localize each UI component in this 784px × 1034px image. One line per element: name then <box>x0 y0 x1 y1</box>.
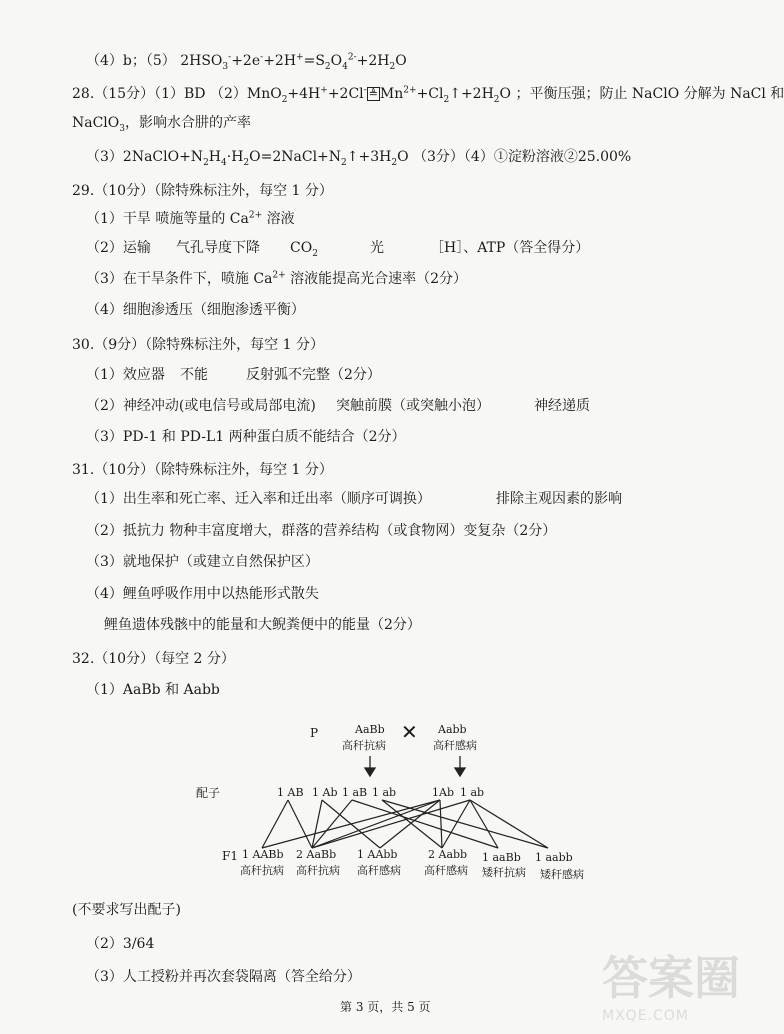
f1-phenotype-6: 矮秆感病 <box>540 868 584 881</box>
f1-genotype-5: 1 aaBb <box>482 851 521 864</box>
q29-answer-2c: $CO_2$ <box>290 240 318 259</box>
gamete-left-2: 1 Ab <box>312 786 338 799</box>
q30-answer-2a: （2）神经冲动(或电信号或局部电流) <box>86 398 316 414</box>
page-footer: 第 3 页，共 5 页 <box>340 1000 431 1014</box>
p-generation-label: P <box>310 726 319 740</box>
q31-heading: 31.（10分）（除特殊标注外，每空 1 分） <box>72 462 333 478</box>
f1-genotype-3: 1 AAbb <box>357 848 398 861</box>
q28-line-2: NaClO$_3$，影响水合肼的产率 <box>72 115 251 134</box>
q29-answer-2b: 气孔导度下降 <box>176 240 260 256</box>
q29-heading: 29.（10分）（除特殊标注外，每空 1 分） <box>72 183 333 199</box>
q29-answer-4: （4）细胞渗透压（细胞渗透平衡） <box>86 302 305 318</box>
heating-equal-sign: ≜ <box>368 87 378 100</box>
gamete-right-2: 1 ab <box>460 786 485 799</box>
watermark-main: 答案圈 <box>602 951 740 1005</box>
watermark-logo <box>602 942 740 1024</box>
q30-answer-1b: 不能 <box>180 367 208 383</box>
q31-answer-3: （3）就地保护（或建立自然保护区） <box>86 554 319 570</box>
gamete-left-4: 1 ab <box>372 786 397 799</box>
q30-answer-2c: 神经递质 <box>534 398 590 414</box>
q29-answer-1: （1）干旱 喷施等量的 $Ca^{2+}$ 溶液 <box>86 210 295 227</box>
q30-answer-3: （3）PD-1 和 PD-L1 两种蛋白质不能结合（2分） <box>86 429 406 445</box>
q31-answer-2: （2）抵抗力 物种丰富度增大，群落的营养结构（或食物网）变复杂（2分） <box>86 523 557 539</box>
f1-genotype-6: 1 aabb <box>535 851 573 864</box>
q29-answer-2e: ［H］、ATP（答全得分） <box>430 240 590 256</box>
q31-answer-1b: 排除主观因素的影响 <box>496 491 622 507</box>
q32-heading: 32.（10分）（每空 2 分） <box>72 651 235 667</box>
f1-phenotype-4: 高秆感病 <box>424 864 468 877</box>
q28-line-3: $(3)2NaClO+N_2H_4\cdot H_2O=2NaCl+N_2↑+3H_2O$ （3分）（4）①淀粉溶液②25.00% <box>86 149 632 168</box>
gamete-connection-lines <box>262 800 548 848</box>
f1-genotype-4: 2 Aabb <box>428 848 468 861</box>
f1-phenotype-5: 矮秆抗病 <box>482 866 526 879</box>
parent1-phenotype: 高秆抗病 <box>342 739 386 752</box>
parent2-phenotype: 高秆感病 <box>433 739 477 752</box>
answer-line-q27-4-5: （4）b；（5） $2HSO_3^-+2e^-+2H^+=S_2O_4^{2-}+2H_2O$ <box>86 52 407 72</box>
f1-label: F1 <box>222 849 238 863</box>
q31-answer-5: 鲤鱼遗体残骸中的能量和大鲵粪便中的能量（2分） <box>104 617 421 633</box>
q30-answer-2b: 突触前膜（或突触小泡） <box>336 398 490 414</box>
q32-answer-2: （2）3/64 <box>86 936 155 952</box>
f1-genotype-1: 1 AABb <box>242 848 284 861</box>
gamete-left-3: 1 aB <box>342 786 368 799</box>
q29-answer-3: （3）在干旱条件下，喷施 $Ca^{2+}$ 溶液能提高光合速率（2分） <box>86 270 468 287</box>
q30-answer-1a: （1）效应器 <box>86 367 165 383</box>
q32-answer-3: （3）人工授粉并再次套袋隔离（答全给分） <box>86 969 361 985</box>
gamete-label: 配子 <box>196 786 221 800</box>
q30-heading: 30.（9分）（除特殊标注外，每空 1 分） <box>72 337 324 353</box>
q28-line-1: 28.（15分）（1）BD （2）MnO$_2$+4H++2Cl- ≜ $Mn^{2+}+Cl_2↑+2H_2O$ ；平衡压强；防止 NaClO 分解为 NaCl 和 <box>72 85 784 105</box>
q31-answer-1a: （1）出生率和死亡率、迁入率和迁出率（顺序可调换） <box>86 491 431 507</box>
f1-phenotype-1: 高秆抗病 <box>240 864 284 877</box>
parent2-genotype: Aabb <box>438 723 467 736</box>
f1-genotype-2: 2 AaBb <box>296 848 337 861</box>
arrow-down-icon <box>365 756 375 776</box>
parent1-genotype: AaBb <box>355 723 385 736</box>
q32-answer-1: （1）AaBb 和 Aabb <box>86 682 220 698</box>
gamete-right-1: 1Ab <box>432 786 454 799</box>
q32-note: (不要求写出配子) <box>72 902 181 918</box>
arrow-down-icon <box>455 756 465 776</box>
gamete-left-1: 1 AB <box>277 786 304 799</box>
q29-answer-2d: 光 <box>370 240 384 256</box>
q31-answer-4: （4）鲤鱼呼吸作用中以热能形式散失 <box>86 586 319 602</box>
f1-phenotype-2: 高秆抗病 <box>296 864 340 877</box>
q29-answer-2a: （2）运输 <box>86 240 151 256</box>
watermark-sub: MXQE.COM <box>602 1008 689 1024</box>
cross-icon: ✕ <box>401 720 418 744</box>
q30-answer-1c: 反射弧不完整（2分） <box>246 367 381 383</box>
f1-phenotype-3: 高秆感病 <box>357 864 401 877</box>
